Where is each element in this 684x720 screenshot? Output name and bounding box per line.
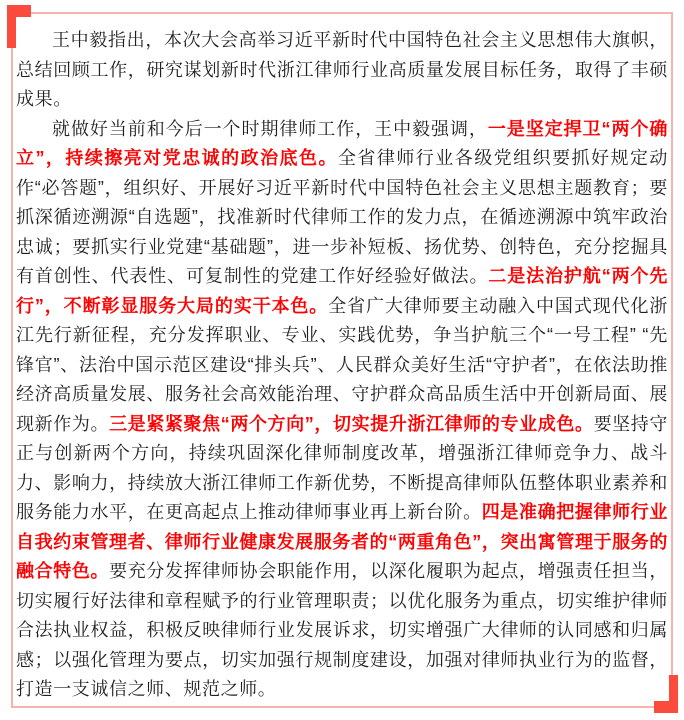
highlighted-text: 三是紧紧聚焦“两个方向”，切实提升浙江律师的专业成色。 <box>109 413 594 434</box>
text-run: 要充分发挥律师协会职能作用，以深化履职为起点，增强责任担当，切实履行好法律和章程赋予的行业管理职责；以优化服务为重点，切实维护律师合法执业权益，积极反映律师行业发展诉求，切实增强广大律师的认同感和归属感；以强化管理为要点，切实加强行规制度建设，加强对律师执业行为的监督，打造一支诚信之师、规范之师。 <box>16 561 669 699</box>
text-run: 全省律师行业各级党组织要抓好规定动作“必答题”，组织好、开展好习近平新时代中国特色社会主义思想主题教育；要抓深循迹溯源“自选题”，找准新时代律师工作的发力点，在循迹溯源中筑牢政治忠诚；要抓实行业党建“基础题”，进一步补短板、扬优势、创特色，充分挖掘具有首创性、代表性、可复制性的党建工作好经验好做法。 <box>16 148 668 286</box>
paragraph <box>16 26 668 115</box>
paragraph <box>16 115 668 705</box>
text-run: 王中毅指出，本次大会高举习近平新时代中国特色社会主义思想伟大旗帜，总结回顾工作，研究谋划新时代浙江律师行业高质量发展目标任务，取得了丰硕成果。 <box>16 30 668 109</box>
highlighted-text: 四是准确把握律师行业自我约束管理者、律师行业健康发展服务者的“两重角色”，突出寓管理于服务的融合特色。 <box>16 502 668 581</box>
text-run: 就做好当前和今后一个时期律师工作，王中毅强调， <box>52 118 488 139</box>
text-run: 全省广大律师要主动融入中国式现代化浙江先行新征程，充分发挥职业、专业、实践优势，争当护航三个“一号工程” “先锋官”、法治中国示范区建设“排头兵”、人民群众美好生活“守护者”，在依法助推经济高质量发展、服务社会高效能治理、守护群众高品质生活中开创新局面、展现新作为。 <box>16 295 668 434</box>
highlighted-text: 二是法治护航“两个先行”，不断彰显服务大局的实干本色。 <box>16 266 669 316</box>
highlighted-text: 一是坚定捍卫“两个确立”，持续擦亮对党忠诚的政治底色。 <box>16 118 668 168</box>
text-run: 要坚持守正与创新两个方向，持续巩固深化律师制度改革，增强浙江律师竞争力、战斗力、影响力，持续放大浙江律师工作新优势，不断提高律师队伍整体职业素养和服务能力水平，在更高起点上推动律师事业再上新台阶。 <box>16 413 668 522</box>
